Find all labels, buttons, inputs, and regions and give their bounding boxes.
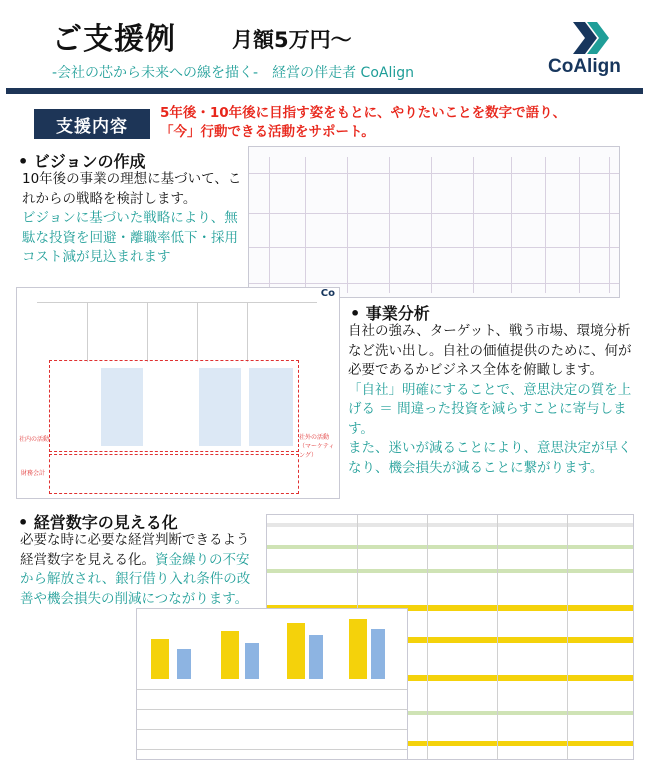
page-subtitle: -会社の芯から未来への線を描く- 経営の伴走者 CoAlign [52,65,415,81]
vision-text-1: 10年後の事業の理想に基づいて、これからの戦略を検討します。 [22,171,242,207]
coalign-logo-icon [571,20,611,56]
business-text [348,322,634,478]
thumb-label-left: 社内の活動 [19,436,50,443]
price-label: 月額5万円～ [232,28,352,52]
support-badge: 支援内容 [34,109,150,139]
support-lead [160,104,630,142]
support-lead-line2: 「今」行動できる活動をサポート。 [160,124,375,140]
vision-sheet-image [248,146,620,298]
logo-text: CoAlign [548,56,621,77]
numbers-text [20,531,262,609]
business-text-1: 自社の強み、ターゲット、戦う市場、環境分析など洗い出し。自社の価値提供のために、何が必要であるかビジネス全体を俯瞰します。 [348,323,632,378]
header-divider [6,88,643,94]
thumb-logo: Co [320,288,335,299]
thumb-label-right: 社外の活動（マーケティング） [299,434,335,459]
vision-text [22,170,244,268]
business-text-3: また、迷いが減ることにより、意思決定が早くなり、機会損失が減ることに繋がります。 [348,440,632,476]
cash-chart-image [136,608,408,760]
vision-heading: • ビジョンの作成 [18,152,146,171]
page-title: ご支援例 [52,22,176,57]
business-canvas-image [16,287,340,499]
business-heading: • 事業分析 [350,304,430,323]
numbers-heading: • 経営数字の見える化 [18,513,178,532]
business-text-2: 「自社」明確にすることで、意思決定の質を上げる ＝ 間違った投資を減らすことに寄与します。 [348,381,632,437]
support-lead-line1: 5年後・10年後に目指す姿をもとに、やりたいことを数字で語り、 [160,105,567,121]
numbers-text-1: 必要な時に必要な経営判断できるよう経営数字を見える化。 [20,532,250,568]
numbers-text-2: 資金繰りの不安から解放され、銀行借り入れ条件の改善や機会損失の削減につながります。 [20,551,251,607]
vision-text-2: ビジョンに基づいた戦略により、無駄な投資を回避・離職率低下・採用コスト減が見込まれます [22,210,238,265]
thumb-label-bottom: 財務会計 [21,470,46,477]
